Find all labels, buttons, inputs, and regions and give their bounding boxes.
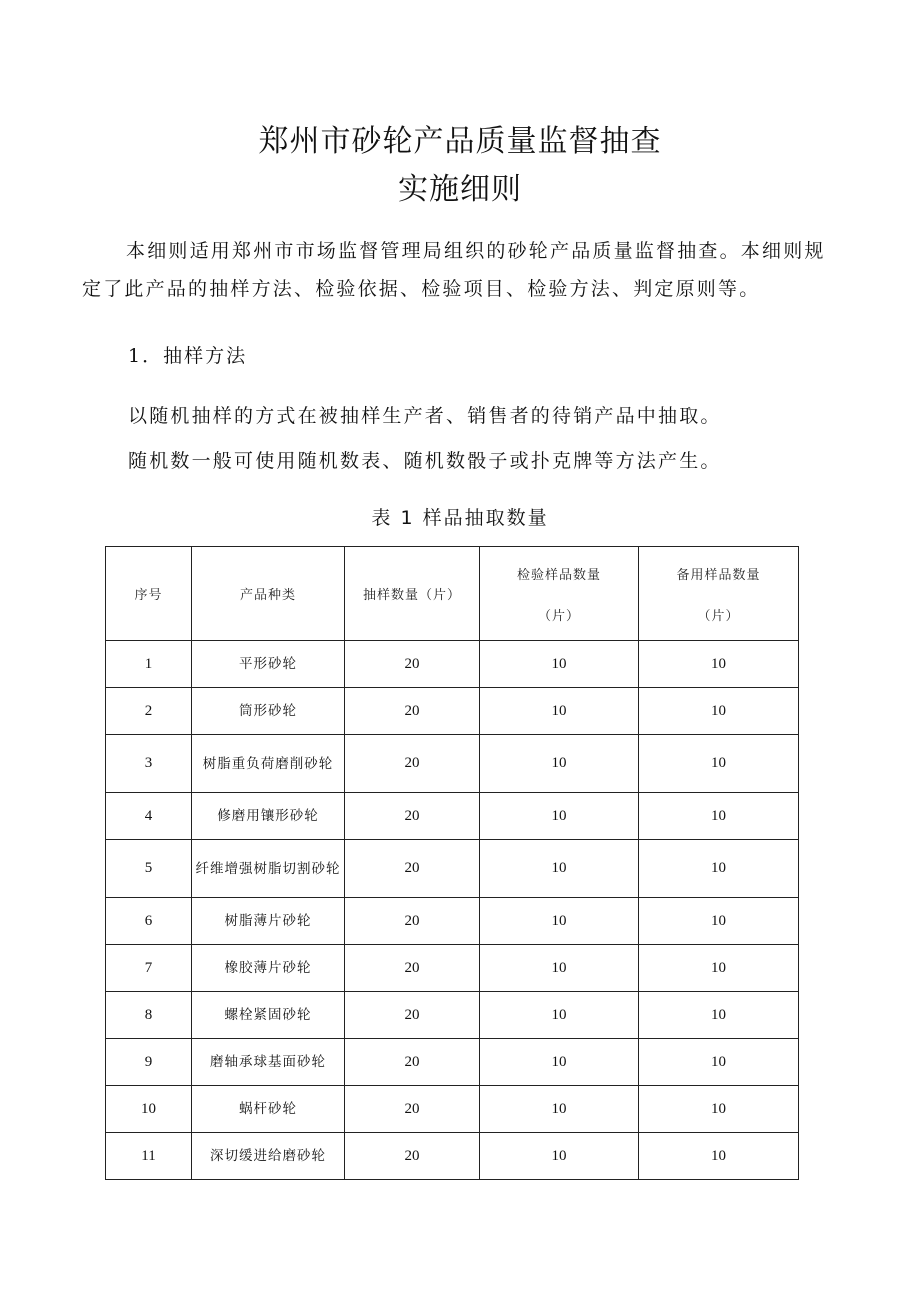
cell-backup: 10	[639, 1039, 799, 1086]
document-title-line1: 郑州市砂轮产品质量监督抽查	[258, 124, 662, 159]
cell-seq: 11	[106, 1133, 192, 1180]
cell-test: 10	[480, 992, 639, 1039]
cell-product: 螺栓紧固砂轮	[192, 992, 345, 1039]
cell-test: 10	[480, 793, 639, 840]
sampling-text-line2: 随机数一般可使用随机数表、随机数骰子或扑克牌等方法产生。	[128, 450, 722, 472]
header-test-qty	[480, 547, 639, 641]
sampling-text-line1: 以随机抽样的方式在被抽样生产者、销售者的待销产品中抽取。	[128, 405, 722, 427]
cell-sample: 20	[345, 840, 480, 898]
cell-backup: 10	[639, 735, 799, 793]
table-row	[106, 793, 799, 840]
cell-test: 10	[480, 688, 639, 735]
table-row	[106, 898, 799, 945]
cell-sample: 20	[345, 898, 480, 945]
table-row	[106, 992, 799, 1039]
cell-test: 10	[480, 1133, 639, 1180]
cell-backup: 10	[639, 793, 799, 840]
cell-product: 橡胶薄片砂轮	[192, 945, 345, 992]
document-title-line2: 实施细则	[398, 172, 522, 207]
cell-backup: 10	[639, 992, 799, 1039]
cell-sample: 20	[345, 793, 480, 840]
cell-sample: 20	[345, 945, 480, 992]
cell-seq: 7	[106, 945, 192, 992]
table-row	[106, 840, 799, 898]
cell-product: 深切缓进给磨砂轮	[192, 1133, 345, 1180]
cell-seq: 3	[106, 735, 192, 793]
cell-backup: 10	[639, 945, 799, 992]
cell-seq: 1	[106, 641, 192, 688]
intro-paragraph: 本细则适用郑州市市场监督管理局组织的砂轮产品质量监督抽查。本细则规定了此产品的抽样方法、检验依据、检验项目、检验方法、判定原则等。	[82, 240, 826, 300]
header-sample-qty: 抽样数量（片）	[345, 547, 480, 641]
cell-seq: 10	[106, 1086, 192, 1133]
cell-product: 筒形砂轮	[192, 688, 345, 735]
cell-product: 树脂薄片砂轮	[192, 898, 345, 945]
cell-seq: 4	[106, 793, 192, 840]
cell-test: 10	[480, 945, 639, 992]
cell-seq: 6	[106, 898, 192, 945]
table-row	[106, 945, 799, 992]
cell-seq: 5	[106, 840, 192, 898]
cell-product: 树脂重负荷磨削砂轮	[192, 735, 345, 793]
cell-sample: 20	[345, 1039, 480, 1086]
cell-product: 纤维增强树脂切割砂轮	[192, 840, 345, 898]
cell-backup: 10	[639, 1133, 799, 1180]
cell-backup: 10	[639, 641, 799, 688]
cell-test: 10	[480, 1086, 639, 1133]
table-row	[106, 735, 799, 793]
header-test-qty-line2: （片）	[537, 608, 580, 624]
section-heading-sampling: 1．抽样方法	[128, 345, 248, 367]
header-backup-qty	[639, 547, 799, 641]
cell-backup: 10	[639, 688, 799, 735]
header-product: 产品种类	[192, 547, 345, 641]
table-row	[106, 1133, 799, 1180]
cell-sample: 20	[345, 688, 480, 735]
cell-sample: 20	[345, 641, 480, 688]
header-seq: 序号	[106, 547, 192, 641]
sample-quantity-table	[105, 546, 799, 1180]
table-row	[106, 1086, 799, 1133]
cell-backup: 10	[639, 1086, 799, 1133]
table-row	[106, 1039, 799, 1086]
cell-test: 10	[480, 641, 639, 688]
cell-seq: 8	[106, 992, 192, 1039]
header-backup-qty-line1: 备用样品数量	[676, 567, 761, 583]
cell-test: 10	[480, 840, 639, 898]
table-header-row	[106, 547, 799, 641]
cell-product: 平形砂轮	[192, 641, 345, 688]
cell-product: 修磨用镶形砂轮	[192, 793, 345, 840]
cell-backup: 10	[639, 898, 799, 945]
cell-backup: 10	[639, 840, 799, 898]
cell-sample: 20	[345, 992, 480, 1039]
cell-sample: 20	[345, 1133, 480, 1180]
table-caption: 表 1 样品抽取数量	[371, 507, 549, 529]
cell-test: 10	[480, 1039, 639, 1086]
cell-sample: 20	[345, 735, 480, 793]
table-row	[106, 641, 799, 688]
table-row	[106, 688, 799, 735]
header-test-qty-line1: 检验样品数量	[516, 567, 601, 583]
cell-product: 蜗杆砂轮	[192, 1086, 345, 1133]
cell-sample: 20	[345, 1086, 480, 1133]
cell-seq: 2	[106, 688, 192, 735]
cell-test: 10	[480, 735, 639, 793]
cell-product: 磨轴承球基面砂轮	[192, 1039, 345, 1086]
cell-seq: 9	[106, 1039, 192, 1086]
header-backup-qty-line2: （片）	[697, 608, 740, 624]
cell-test: 10	[480, 898, 639, 945]
